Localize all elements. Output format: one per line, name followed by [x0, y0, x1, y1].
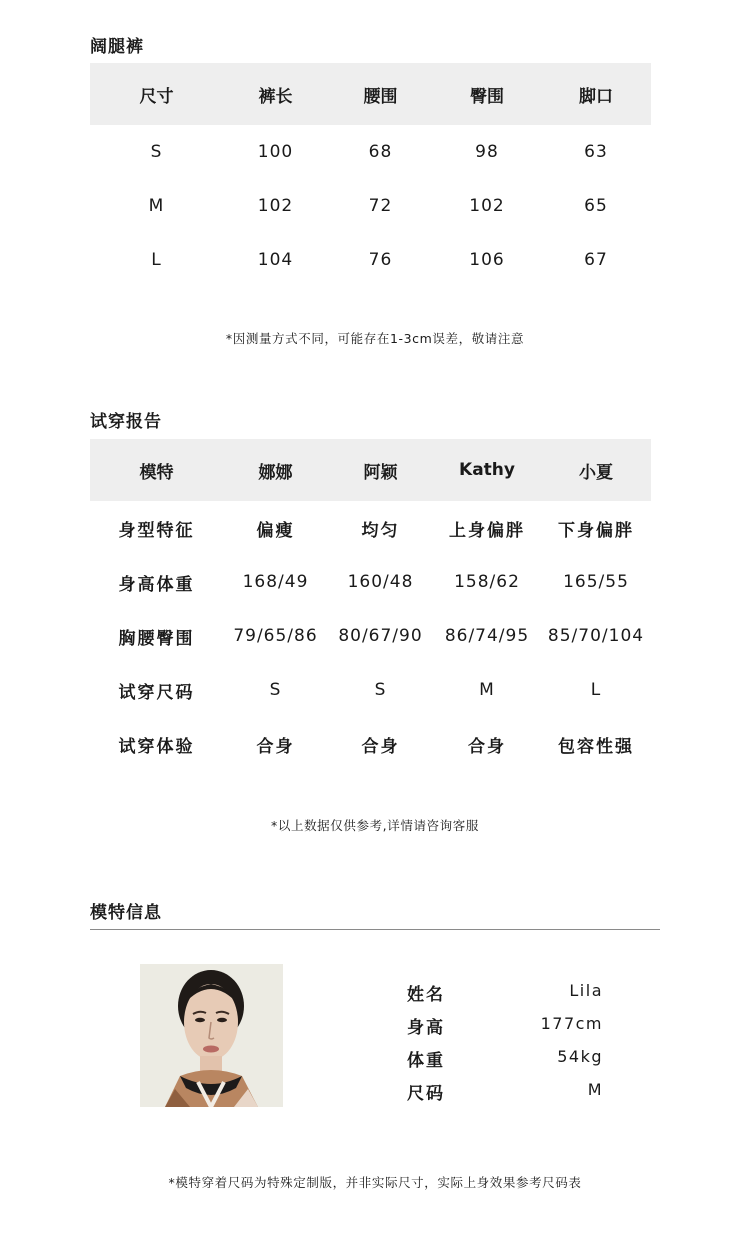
model-height-value: 177cm: [540, 1014, 603, 1033]
fit-report-header: 阿颖: [328, 439, 433, 501]
size-cell: 68: [368, 142, 393, 162]
size-chart-header: 尺寸: [90, 63, 223, 125]
fit-report-header: 娜娜: [223, 439, 328, 501]
model-info-title: 模特信息: [90, 903, 162, 923]
size-cell: 106: [469, 250, 505, 270]
size-cell: 72: [368, 196, 393, 216]
model-weight-value: 54kg: [557, 1047, 603, 1066]
fit-cell: 85/70/104: [547, 626, 645, 646]
model-info-row: [407, 1079, 603, 1103]
model-name-label: 姓名: [407, 985, 445, 1005]
size-cell: L: [151, 250, 162, 270]
size-chart-title: 阔腿裤: [90, 37, 144, 57]
table-row: [90, 609, 651, 663]
table-row: [90, 717, 651, 771]
model-info-note: *模特穿着尺码为特殊定制版，并非实际尺寸，实际上身效果参考尺码表: [168, 1175, 582, 1190]
model-height-label: 身高: [407, 1018, 445, 1038]
fit-report-table: [90, 439, 651, 771]
size-cell: 100: [257, 142, 294, 162]
fit-report-header: Kathy: [433, 439, 541, 501]
fit-cell: 偏瘦: [256, 520, 295, 541]
size-cell: 76: [368, 250, 393, 270]
fit-report-title: 试穿报告: [90, 412, 162, 432]
fit-cell: 下身偏胖: [558, 520, 634, 541]
fit-cell: L: [590, 680, 602, 700]
size-cell: 102: [257, 196, 294, 216]
size-cell: S: [150, 142, 163, 162]
model-weight-label: 体重: [407, 1051, 445, 1071]
fit-cell: M: [479, 680, 495, 700]
row-label: 胸腰臀围: [118, 628, 195, 649]
fit-cell: 合身: [468, 736, 506, 757]
size-chart-header: 脚口: [541, 63, 651, 125]
fit-cell: 包容性强: [558, 736, 634, 757]
size-chart-header: 臀围: [433, 63, 541, 125]
fit-report-note: *以上数据仅供参考,详情请咨询客服: [271, 818, 479, 833]
model-name-value: Lila: [569, 981, 603, 1000]
model-info-row: [407, 1013, 603, 1037]
size-chart-table: [90, 63, 651, 287]
size-chart-header-row: [90, 63, 651, 125]
row-label: 身高体重: [118, 574, 195, 595]
table-row: [90, 125, 651, 179]
fit-cell: 168/49: [242, 572, 309, 592]
fit-cell: S: [269, 680, 282, 700]
row-label: 身型特征: [118, 520, 195, 541]
fit-cell: 合身: [256, 736, 295, 757]
table-row: [90, 663, 651, 717]
fit-cell: 158/62: [454, 572, 520, 592]
model-info-row: [407, 980, 603, 1004]
size-chart-note: *因测量方式不同，可能存在1-3cm误差，敬请注意: [225, 331, 525, 346]
fit-cell: 上身偏胖: [449, 520, 525, 541]
model-photo: [140, 964, 283, 1107]
fit-cell: 80/67/90: [338, 626, 423, 646]
fit-cell: 79/65/86: [233, 626, 318, 646]
size-cell: 98: [475, 142, 499, 162]
model-size-label: 尺码: [407, 1084, 445, 1104]
size-cell: 104: [257, 250, 294, 270]
fit-report-header-row: [90, 439, 651, 501]
fit-cell: S: [374, 680, 387, 700]
size-cell: 65: [584, 196, 608, 216]
table-row: [90, 179, 651, 233]
size-cell: 102: [469, 196, 505, 216]
fit-report-header: 小夏: [541, 439, 651, 501]
size-cell: 67: [584, 250, 608, 270]
fit-cell: 160/48: [347, 572, 414, 592]
size-chart-header: 裤长: [223, 63, 328, 125]
fit-cell: 均匀: [361, 520, 400, 541]
size-cell: 63: [584, 142, 608, 162]
fit-cell: 合身: [361, 736, 400, 757]
size-cell: M: [148, 196, 165, 216]
fit-cell: 165/55: [563, 572, 629, 592]
table-row: [90, 555, 651, 609]
row-label: 试穿体验: [118, 736, 195, 757]
model-size-value: M: [587, 1080, 603, 1099]
table-row: [90, 233, 651, 287]
fit-cell: 86/74/95: [444, 626, 530, 646]
size-chart-header: 腰围: [328, 63, 433, 125]
table-row: [90, 501, 651, 555]
divider: [90, 929, 660, 930]
fit-report-header: 模特: [90, 439, 223, 501]
row-label: 试穿尺码: [118, 682, 195, 703]
model-info-row: [407, 1046, 603, 1070]
